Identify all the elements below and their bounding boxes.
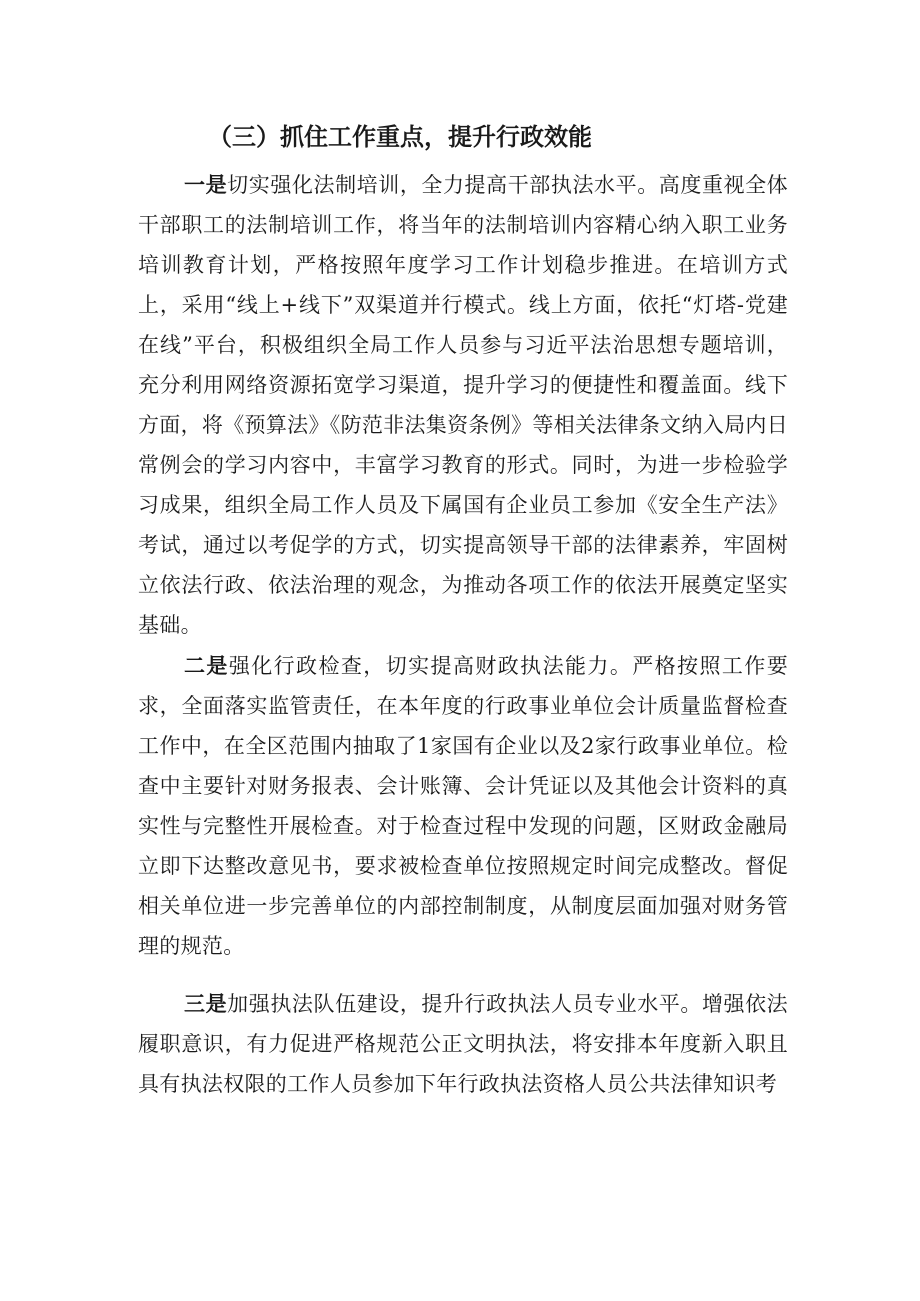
paragraph-text: 切实强化法制培训，全力提高干部执法水平。高度重视全体干部职工的法制培训工作，将当年的法制培训内容精心纳入职工业务培训教育计划，严格按照年度学习工作计划稳步推进。在培训方式上，采用“线上+线下”双渠道并行模式。线上方面，依托“灯塔-党建在线”平台，积极组织全局工作人员参与习近平法治思想专题培训，充分利用网络资源拓宽学习渠道，提升学习的便捷性和覆盖面。线下方面，将《预算法》《防范非法集资条例》等相关法律条文纳入局内日常例会的学习内容中，丰富学习教育的形式。同时，为进一步检验学习成果，组织全局工作人员及下属国有企业员工参加《安全生产法》考试，通过以考促学的方式，切实提高领导干部的法律素养，牢固树立依法行政、依法治理的观念，为推动各项工作的依法开展奠定坚实基础。: [138, 173, 788, 637]
paragraph-lead: 三是: [184, 991, 228, 1016]
paragraph-training: [138, 165, 788, 645]
paragraph-inspection: [138, 646, 788, 966]
paragraph-lead: 一是: [184, 172, 228, 197]
paragraph-text: 加强执法队伍建设，提升行政执法人员专业水平。增强依法履职意识，有力促进严格规范公正文明执法，将安排本年度新入职且具有执法权限的工作人员参加下年行政执法资格人员公共法律知识考: [138, 992, 788, 1096]
paragraph-text: 强化行政检查，切实提高财政执法能力。严格按照工作要求，全面落实监管责任，在本年度的行政事业单位会计质量监督检查工作中，在全区范围内抽取了1家国有企业以及2家行政事业单位。检查中主要针对财务报表、会计账簿、会计凭证以及其他会计资料的真实性与完整性开展检查。对于检查过程中发现的问题，区财政金融局立即下达整改意见书，要求被检查单位按照规定时间完成整改。督促相关单位进一步完善单位的内部控制制度，从制度层面加强对财务管理的规范。: [138, 654, 788, 958]
paragraph-team-building: [138, 984, 788, 1104]
section-heading: （三）抓住工作重点，提升行政效能: [208, 122, 592, 151]
paragraph-lead: 二是: [184, 653, 229, 678]
